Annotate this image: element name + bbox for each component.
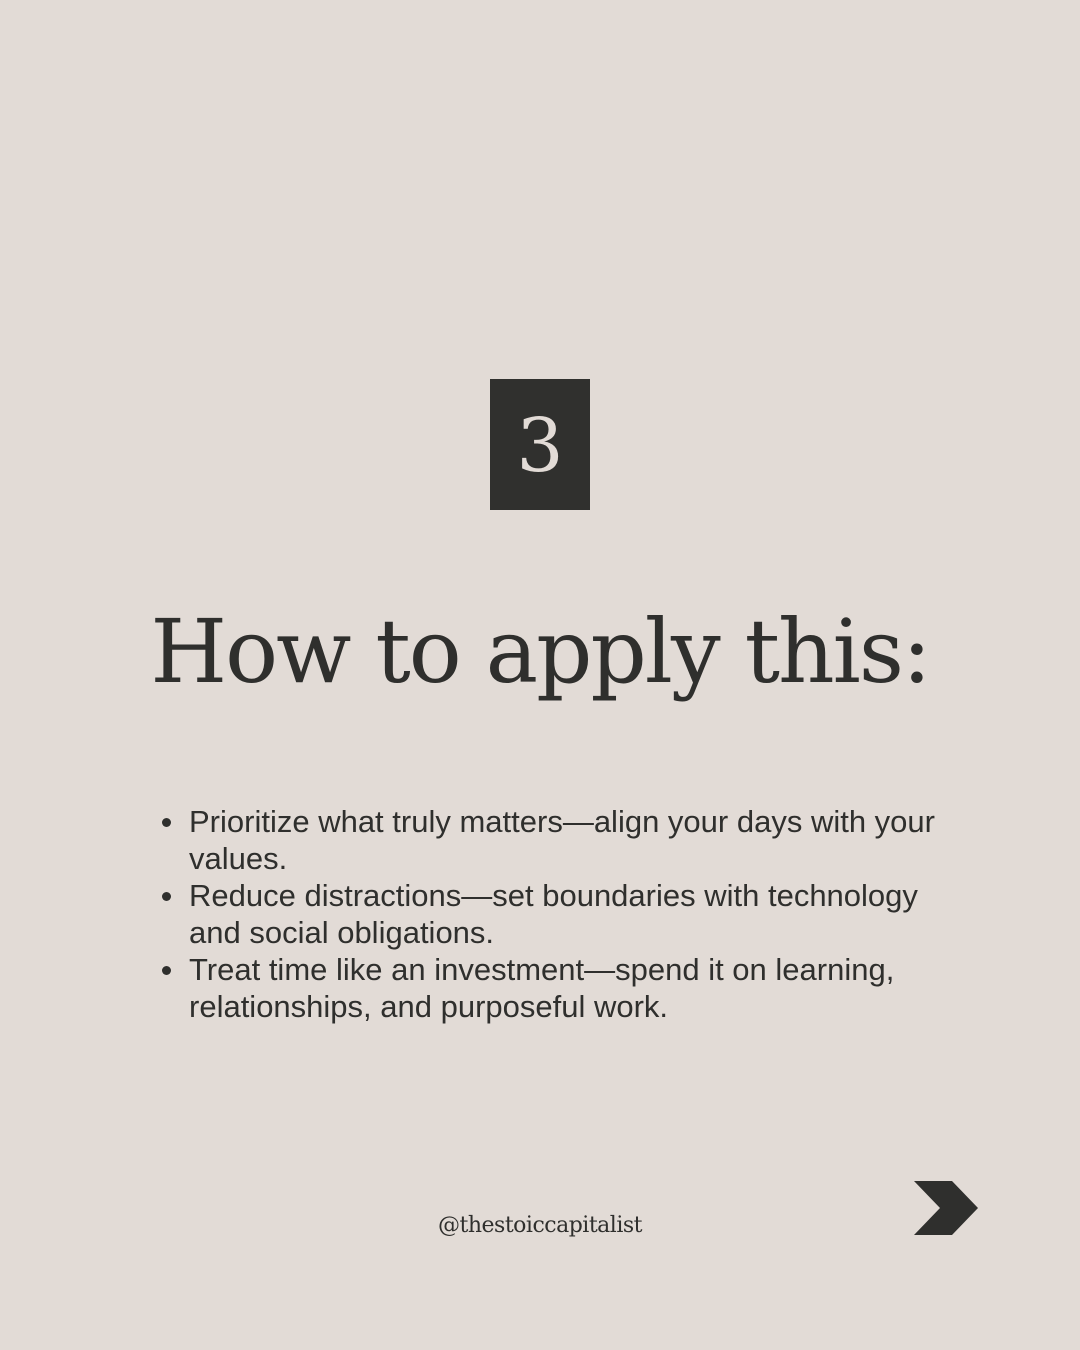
bullet-list [150, 803, 970, 1025]
list-item [150, 951, 970, 1025]
bullet-dot-icon [162, 818, 171, 827]
list-item-text: Treat time like an investment—spend it on learning, relationships, and purposeful work. [189, 952, 895, 1024]
slide-title: How to apply this: [150, 600, 930, 703]
account-handle: @thestoiccapitalist [438, 1213, 642, 1238]
chevron-right-icon[interactable] [914, 1181, 978, 1235]
list-item [150, 803, 970, 877]
list-item-text: Prioritize what truly matters—align your days with your values. [189, 804, 935, 876]
bullet-dot-icon [162, 966, 171, 975]
step-number-badge [490, 379, 590, 510]
bullet-dot-icon [162, 892, 171, 901]
step-number: 3 [516, 402, 564, 489]
list-item-text: Reduce distractions—set boundaries with technology and social obligations. [189, 878, 918, 950]
list-item [150, 877, 970, 951]
